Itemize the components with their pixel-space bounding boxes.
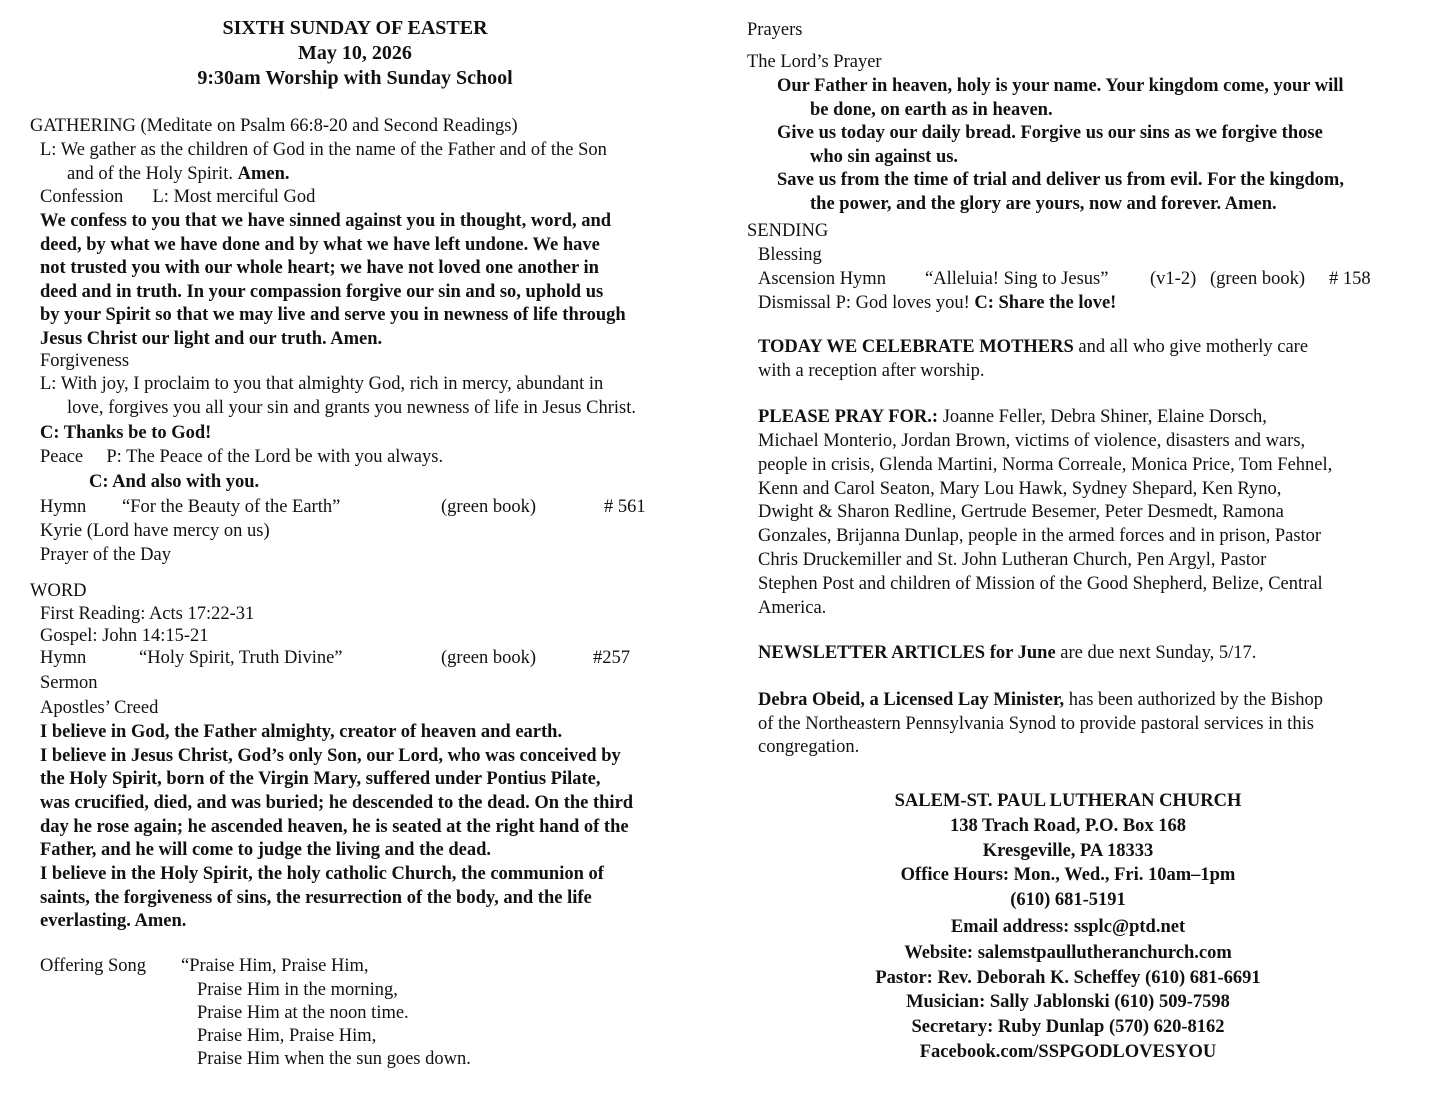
minister-text-1: has been authorized by the Bishop: [1068, 690, 1324, 710]
peace-label: Peace: [40, 447, 84, 467]
first-reading: First Reading: Acts 17:22-31: [40, 604, 255, 624]
ascension-hymn-book: (green book): [1210, 269, 1306, 289]
gathering-call-amen: Amen.: [237, 164, 290, 184]
creed-line-5: day he rose again; he ascended heaven, he is seated at the right hand of the: [40, 817, 629, 837]
word-hymn-label: Hymn: [40, 648, 87, 668]
lords-prayer-line-1: Our Father in heaven, holy is your name. Your kingdom come, your will: [777, 76, 1344, 96]
creed-line-2: I believe in Jesus Christ, God’s only Son, our Lord, who was conceived by: [40, 746, 621, 766]
pray-heading: PLEASE PRAY FOR.:: [758, 407, 939, 427]
office-hours: Office Hours: Mon., Wed., Fri. 10am–1pm: [900, 865, 1236, 885]
service-time: 9:30am Worship with Sunday School: [197, 67, 513, 89]
creed-label: Apostles’ Creed: [40, 698, 159, 718]
forgiveness-response: C: Thanks be to God!: [40, 423, 212, 443]
secretary-contact: Secretary: Ruby Dunlap (570) 620-8162: [911, 1017, 1225, 1037]
mothers-heading: TODAY WE CELEBRATE MOTHERS: [758, 337, 1074, 357]
confession-text-1: We confess to you that we have sinned against you in thought, word, and: [40, 211, 612, 231]
creed-line-7: I believe in the Holy Spirit, the holy catholic Church, the communion of: [40, 864, 604, 884]
ascension-hymn-number: # 158: [1329, 269, 1371, 289]
peace-leader: P: The Peace of the Lord be with you always.: [106, 447, 444, 467]
creed-line-8: saints, the forgiveness of sins, the resurrection of the body, and the life: [40, 888, 592, 908]
minister-line-1: [758, 689, 1323, 713]
lords-prayer-line-6: the power, and the glory are yours, now and forever. Amen.: [810, 194, 1277, 214]
pray-text-6: Gonzales, Brijanna Dunlap, people in the armed forces and in prison, Pastor: [758, 526, 1322, 546]
pray-text-1: Joanne Feller, Debra Shiner, Elaine Dorsch,: [942, 407, 1267, 427]
confession-text-3: not trusted you with our whole heart; we have not loved one another in: [40, 258, 599, 278]
pray-text-5: Dwight & Sharon Redline, Gertrude Besemer, Peter Desmedt, Ramona: [758, 502, 1284, 522]
dismissal-line: [758, 292, 1116, 316]
confession-text-6: Jesus Christ our light and our truth. Amen.: [40, 329, 383, 349]
dismissal-response: C: Share the love!: [974, 293, 1117, 313]
hymn-book: (green book): [441, 497, 537, 517]
minister-heading: Debra Obeid, a Licensed Lay Minister,: [758, 690, 1065, 710]
pray-text-3: people in crisis, Glenda Martini, Norma Correale, Monica Price, Tom Fehnel,: [758, 455, 1333, 475]
word-heading: WORD: [30, 581, 87, 601]
creed-line-1: I believe in God, the Father almighty, creator of heaven and earth.: [40, 722, 563, 742]
offering-line-4: Praise Him, Praise Him,: [197, 1026, 377, 1046]
creed-line-3: the Holy Spirit, born of the Virgin Mary, suffered under Pontius Pilate,: [40, 769, 601, 789]
offering-line-2: Praise Him in the morning,: [197, 980, 398, 1000]
church-address: 138 Trach Road, P.O. Box 168: [949, 816, 1187, 836]
word-hymn-book: (green book): [441, 648, 537, 668]
forgiveness-line-2: love, forgives you all your sin and grants you newness of life in Jesus Christ.: [67, 398, 636, 418]
pray-line-1: [758, 406, 1267, 430]
gospel-reading: Gospel: John 14:15-21: [40, 626, 209, 646]
lords-prayer-line-4: who sin against us.: [810, 147, 959, 167]
lords-prayer-line-2: be done, on earth as in heaven.: [810, 100, 1053, 120]
church-website: Website: salemstpaullutheranchurch.com: [904, 943, 1232, 963]
ascension-hymn-verses: (v1-2): [1150, 269, 1197, 289]
kyrie: Kyrie (Lord have mercy on us): [40, 521, 270, 541]
creed-line-9: everlasting. Amen.: [40, 911, 187, 931]
pray-text-9: America.: [758, 598, 827, 618]
newsletter-line: [758, 642, 1256, 666]
pray-text-4: Kenn and Carol Seaton, Mary Lou Hawk, Sydney Shepard, Ken Ryno,: [758, 479, 1282, 499]
lords-prayer-line-3: Give us today our daily bread. Forgive us our sins as we forgive those: [777, 123, 1323, 143]
prayer-of-the-day: Prayer of the Day: [40, 545, 171, 565]
newsletter-heading: NEWSLETTER ARTICLES for June: [758, 643, 1056, 663]
pastor-contact: Pastor: Rev. Deborah K. Scheffey (610) 681-6691: [875, 968, 1261, 988]
word-hymn-title: “Holy Spirit, Truth Divine”: [139, 648, 343, 668]
pray-text-7: Chris Druckemiller and St. John Lutheran Church, Pen Argyl, Pastor: [758, 550, 1267, 570]
peace-response: C: And also with you.: [89, 472, 260, 492]
peace-line: [40, 446, 443, 470]
mothers-line-1: [758, 336, 1308, 360]
mothers-text-1: and all who give motherly care: [1078, 337, 1309, 357]
confession-text-2: deed, by what we have done and by what we have left undone. We have: [40, 235, 600, 255]
church-name: SALEM-ST. PAUL LUTHERAN CHURCH: [894, 791, 1242, 811]
hymn-label: Hymn: [40, 497, 87, 517]
confession-text-4: deed and in truth. In your compassion forgive our sin and so, uphold us: [40, 282, 604, 302]
confession-label: Confession: [40, 187, 124, 207]
confession-leader: L: Most merciful God: [152, 187, 316, 207]
forgiveness-label: Forgiveness: [40, 351, 130, 371]
hymn-title: “For the Beauty of the Earth”: [122, 497, 341, 517]
sending-heading: SENDING: [747, 221, 829, 241]
mothers-text-2: with a reception after worship.: [758, 361, 985, 381]
church-phone: (610) 681-5191: [1010, 890, 1126, 910]
pray-text-8: Stephen Post and children of Mission of the Good Shepherd, Belize, Central: [758, 574, 1323, 594]
church-city: Kresgeville, PA 18333: [982, 841, 1154, 861]
creed-line-6: Father, and he will come to judge the living and the dead.: [40, 840, 492, 860]
gathering-call-line1: L: We gather as the children of God in the name of the Father and of the Son: [40, 140, 607, 160]
lords-prayer-label: The Lord’s Prayer: [747, 52, 882, 72]
gathering-call-text: and of the Holy Spirit.: [67, 164, 233, 184]
facebook-link: Facebook.com/SSPGODLOVESYOU: [919, 1042, 1217, 1062]
minister-text-2: of the Northeastern Pennsylvania Synod to provide pastoral services in this: [758, 714, 1314, 734]
offering-label: Offering Song: [40, 956, 147, 976]
sermon: Sermon: [40, 673, 98, 693]
creed-line-4: was crucified, died, and was buried; he descended to the dead. On the third: [40, 793, 634, 813]
blessing: Blessing: [758, 245, 822, 265]
dismissal-text: Dismissal P: God loves you!: [758, 293, 970, 313]
pray-text-2: Michael Monterio, Jordan Brown, victims of violence, disasters and wars,: [758, 431, 1306, 451]
ascension-hymn-label: Ascension Hymn: [758, 269, 886, 289]
forgiveness-line-1: L: With joy, I proclaim to you that almighty God, rich in mercy, abundant in: [40, 374, 604, 394]
confession-text-5: by your Spirit so that we may live and serve you in newness of life through: [40, 305, 626, 325]
minister-text-3: congregation.: [758, 737, 860, 757]
musician-contact: Musician: Sally Jablonski (610) 509-7598: [906, 992, 1230, 1012]
offering-line-3: Praise Him at the noon time.: [197, 1003, 409, 1023]
confession-line: [40, 186, 315, 210]
church-email: Email address: ssplc@ptd.net: [950, 917, 1186, 937]
gathering-call-line2: [67, 163, 290, 187]
ascension-hymn-title: “Alleluia! Sing to Jesus”: [925, 269, 1109, 289]
word-hymn-number: #257: [593, 648, 630, 668]
newsletter-text: are due next Sunday, 5/17.: [1060, 643, 1257, 663]
lords-prayer-line-5: Save us from the time of trial and deliver us from evil. For the kingdom,: [777, 170, 1344, 190]
offering-line-5: Praise Him when the sun goes down.: [197, 1049, 471, 1069]
page-title: SIXTH SUNDAY OF EASTER: [222, 17, 488, 39]
service-date: May 10, 2026: [298, 42, 412, 64]
gathering-heading: GATHERING (Meditate on Psalm 66:8-20 and Second Readings): [30, 116, 518, 136]
prayers-heading: Prayers: [747, 20, 803, 40]
offering-line-1: “Praise Him, Praise Him,: [181, 956, 369, 976]
hymn-number: # 561: [604, 497, 646, 517]
